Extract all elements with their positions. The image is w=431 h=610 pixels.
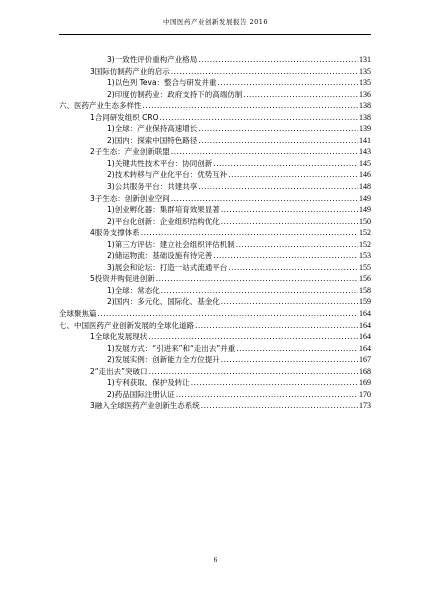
toc-entry-page: 135 [359,66,371,76]
dot-leader [221,204,358,216]
dot-leader [213,250,358,262]
toc-entry-title: 全球：常态化 [114,285,160,295]
dot-leader [141,227,358,239]
toc-entry-title: 全球聚焦篇 [59,309,97,319]
dot-leader [98,308,359,320]
toc-entry-page: 164 [359,332,371,342]
toc-entry-title: 中国医药产业创新发展的全球化道路 [74,320,194,330]
dot-leader [236,343,358,355]
dot-leader [191,377,358,389]
toc-entry[interactable] [59,400,371,412]
dot-leader [171,193,358,205]
toc-entry[interactable] [59,216,371,228]
toc-entry-number: 1) [107,378,115,388]
toc-entry-number: 1) [107,78,115,88]
toc-entry-page: 150 [359,216,371,226]
toc-entry-page: 156 [359,274,371,284]
dot-leader [198,123,358,135]
dot-leader [160,112,358,124]
toc-entry-title: 展会和论坛：打造一站式流通平台 [114,262,228,272]
toc-entry-page: 164 [359,320,371,330]
toc-entry[interactable] [59,100,371,112]
toc-entry-page: 138 [359,101,371,111]
toc-entry-title: 技术转移与产业化平台：优势互补 [114,170,228,180]
dot-leader [148,331,358,343]
toc-entry-number: 六、 [59,101,74,111]
toc-entry[interactable] [59,204,371,216]
toc-entry-title: 国内：多元化、国际化、基金化 [114,297,220,307]
toc-entry-page: 159 [359,297,371,307]
dot-leader [149,366,358,378]
toc-entry-number: 七、 [59,320,74,330]
toc-entry-page: 149 [359,193,371,203]
toc-entry-page: 148 [359,182,371,192]
toc-entry[interactable] [59,331,371,343]
toc-entry-number: 3) [107,182,115,192]
toc-entry-title: 医药产业生态多样性 [74,101,142,111]
toc-entry-number: 1) [107,239,115,249]
toc-entry-page: 167 [359,355,371,365]
toc-entry-title: “走出去”突破口 [94,366,148,376]
toc-entry-title: 子生态：创新创业空间 [94,193,170,203]
dot-leader [218,77,358,89]
dot-leader [236,239,358,251]
toc-entry-page: 164 [359,309,371,319]
toc-entry-title: 发展方式：“引进来”和“走出去”并重 [114,343,236,353]
dot-leader [143,100,359,112]
toc-entry-number: 1) [107,124,115,134]
toc-entry-page: 149 [359,205,371,215]
toc-entry-title: 创业孵化器：集群培育效果显著 [114,205,220,215]
toc-entry-number: 1) [107,158,115,168]
toc-entry[interactable] [59,135,371,147]
toc-entry-number: 1) [107,205,115,215]
toc-entry[interactable] [59,54,371,66]
toc-entry[interactable] [59,262,371,274]
toc-entry-title: 印度仿制药业：政府支持下的高端仿制 [114,89,243,99]
toc-entry-page: 168 [359,366,371,376]
toc-entry-title: 关键共性技术平台：协同创新 [114,158,213,168]
dot-leader [195,320,358,332]
toc-entry-page: 143 [359,147,371,157]
toc-entry-number: 3) [107,262,115,272]
dot-leader [176,389,358,401]
toc-entry-title: 公共服务平台：共建共享 [114,182,198,192]
toc-entry-number: 2) [107,355,115,365]
toc-entry-title: 平台化创新：企业组织结构优化 [114,216,220,226]
toc-entry[interactable] [59,77,371,89]
toc-entry-number: 2) [107,170,115,180]
dot-leader [201,400,358,412]
toc-entry-page: 145 [359,158,371,168]
toc-entry-page: 169 [359,378,371,388]
toc-entry[interactable] [59,308,371,320]
toc-entry-number: 3 [90,66,95,76]
dot-leader [198,54,358,66]
toc-entry[interactable] [59,123,371,135]
toc-entry-page: 152 [359,228,371,238]
toc-entry[interactable] [59,112,371,124]
dot-leader [228,169,358,181]
toc-entry-number: 2) [107,135,115,145]
toc-entry-title: 第三方评估：建立社会组织评估机制 [114,239,235,249]
toc-entry-page: 170 [359,389,371,399]
toc-entry-number: 5 [90,274,95,284]
toc-entry[interactable] [59,389,371,401]
toc-entry-page: 158 [359,285,371,295]
toc-entry-number: 2) [107,389,115,399]
toc-entry[interactable] [59,193,371,205]
toc-entry-number: 1 [90,112,95,122]
table-of-contents [59,54,371,412]
toc-entry-title: 服务支撑体系 [94,228,140,238]
toc-entry-number: 2) [107,216,115,226]
toc-entry-title: 合同研发组织 CRO [94,112,159,122]
toc-entry-title: 储运物流：基础设施有待完善 [114,251,213,261]
toc-entry-title: 国际仿制药产业的启示 [94,66,170,76]
toc-entry-title: 子生态：产业创新联盟 [94,147,170,157]
dot-leader [171,66,358,78]
toc-entry-title: 专利获取、保护及转让 [114,378,190,388]
dot-leader [198,181,358,193]
toc-entry[interactable] [59,169,371,181]
toc-entry-number: 2 [90,366,95,376]
toc-entry[interactable] [59,354,371,366]
toc-entry-page: 135 [359,78,371,88]
toc-entry-number: 2) [107,297,115,307]
toc-entry[interactable] [59,343,371,355]
toc-entry-page: 139 [359,124,371,134]
dot-leader [213,158,358,170]
dot-leader [228,262,358,274]
running-header: 中国医药产业创新发展报告 2016 [162,18,269,26]
dot-leader [171,146,358,158]
toc-entry-title: 以色列 Teva：整合与研发并重 [114,78,217,88]
toc-entry[interactable] [59,285,371,297]
toc-entry-page: 136 [359,89,371,99]
toc-entry[interactable] [59,146,371,158]
header-rule [59,34,371,35]
toc-entry[interactable] [59,66,371,78]
toc-entry-page: 141 [359,135,371,145]
toc-entry-number: 1) [107,285,115,295]
toc-entry[interactable] [59,377,371,389]
toc-entry-number: 2) [107,251,115,261]
toc-entry-page: 155 [359,262,371,272]
toc-entry-title: 国内：探索中国特色路径 [114,135,198,145]
toc-entry[interactable] [59,181,371,193]
toc-entry-page: 153 [359,251,371,261]
toc-entry-number: 4 [90,228,95,238]
toc-entry-title: 发展实例：创新能力全方位提升 [114,355,220,365]
toc-entry-title: 全球化发展现状 [94,332,148,342]
toc-entry-number: 2 [90,147,95,157]
page-number: 6 [213,556,218,564]
toc-entry-page: 173 [359,401,371,411]
dot-leader [221,216,358,228]
toc-entry-number: 3 [90,193,95,203]
dot-leader [221,296,358,308]
toc-entry-page: 152 [359,239,371,249]
toc-entry[interactable] [59,89,371,101]
toc-entry-number: 3) [107,55,115,64]
toc-entry-title: 融入全球医药产业创新生态系统 [94,401,200,411]
dot-leader [161,285,358,297]
toc-entry[interactable] [59,320,371,332]
toc-entry-title: 全球：产业保持高速增长 [114,124,198,134]
toc-entry-title: 一致性评价重构产业格局 [114,55,198,64]
dot-leader [243,89,358,101]
toc-entry-page: 131 [359,55,371,64]
toc-entry-number: 3 [90,401,95,411]
toc-entry[interactable] [59,250,371,262]
toc-entry[interactable] [59,239,371,251]
toc-entry-page: 146 [359,170,371,180]
toc-entry[interactable] [59,227,371,239]
toc-entry[interactable] [59,366,371,378]
toc-entry-page: 138 [359,112,371,122]
dot-leader [221,354,358,366]
toc-entry-title: 投资并购促进创新 [94,274,155,284]
toc-entry[interactable] [59,158,371,170]
toc-entry-number: 1) [107,343,115,353]
dot-leader [156,273,358,285]
toc-entry-number: 1 [90,332,95,342]
toc-entry[interactable] [59,273,371,285]
toc-entry-page: 164 [359,343,371,353]
toc-entry[interactable] [59,296,371,308]
dot-leader [198,135,358,147]
toc-entry-number: 2) [107,89,115,99]
toc-entry-title: 药品国际注册认证 [114,389,175,399]
